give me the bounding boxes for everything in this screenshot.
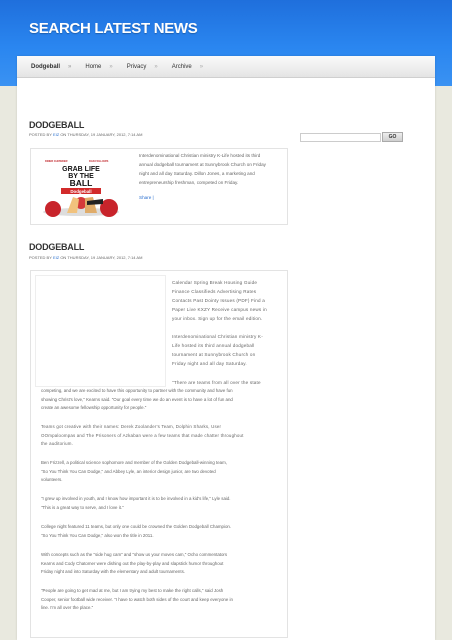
nav-item-label: Archive [171, 63, 192, 70]
nav-item-label: Dodgeball [31, 63, 61, 70]
meta-date: ON THURSDAY, 19 JANUARY, 2012, 7:14 AM [60, 255, 143, 260]
poster-line3: BALL [69, 178, 93, 188]
poster-line2: BY THE [68, 173, 94, 180]
search-go-button[interactable]: GO [382, 132, 403, 142]
para-line: OOmpaloompas and The Prisoners of Azkaban were a few teams that made chatter throughout [41, 432, 244, 438]
nav-separator: » [199, 63, 204, 70]
excerpt-line: night and all day Saturday. Dillon Jones, a marketing and [139, 170, 255, 176]
post-image-placeholder [35, 275, 166, 387]
poster-ball-left [45, 201, 61, 217]
site-title[interactable]: SEARCH LATEST NEWS [29, 20, 198, 37]
para-line: "So You Think You Can Dodge," also won the title in 2011. [41, 532, 154, 538]
side-line: tournament at Sunnybrook Church on [172, 351, 256, 357]
post-meta [29, 255, 142, 260]
article-paragraph [41, 587, 301, 613]
article-paragraph [41, 495, 301, 512]
article-paragraph [41, 459, 301, 485]
post-meta [29, 132, 142, 137]
side-line: Calendar Spring Break Housing Guide [172, 280, 258, 285]
nav-separator: » [154, 63, 158, 70]
post-title[interactable]: DODGEBALL [29, 120, 85, 130]
para-line: volunteers. [41, 477, 63, 483]
excerpt-line: entrepreneurship freshman, competed on Friday. [139, 179, 239, 185]
nav-item-label: Home [85, 63, 102, 70]
article-paragraph [41, 423, 301, 449]
meta-prefix: POSTED BY [29, 255, 52, 260]
meta-prefix: POSTED BY [29, 132, 52, 137]
side-line: your inbox. Sign up for the email edition. [172, 315, 263, 321]
para-line: With concepts such as the "side hug cam" and "show us your moves cam," Ocho commentators [41, 552, 228, 557]
side-text-block-2 [172, 333, 263, 369]
poster-line1: GRAB LIFE [62, 166, 100, 173]
para-line: line. I'm all over the place." [41, 605, 94, 611]
para-line: College night featured 11 teams, but only one could be crowned the Golden Dodgeball Champion. [41, 524, 232, 529]
para-line: "This is a great way to serve, and I love it." [41, 504, 124, 510]
poster-top-left: DINER CHOWDER [45, 160, 68, 163]
nav-separator: » [68, 63, 72, 70]
nav-item-dodgeball[interactable] [31, 64, 71, 70]
para-line: "So You Think You Can Dodge," and Abbey Lyle, an interior design junior, are two devoted [41, 468, 216, 474]
para-line: Ben Frizzell, a political science sophomore and member of the Golden Dodgeball-winning team, [41, 460, 227, 465]
article-paragraph [41, 551, 301, 577]
para-line: create an awesome fellowship opportunity for people." [41, 405, 147, 411]
search-input[interactable] [300, 133, 381, 142]
nav-item-privacy[interactable] [127, 64, 158, 70]
para-line: the auditorium. [41, 441, 74, 447]
nav-separator: » [109, 63, 113, 70]
post-thumbnail[interactable] [41, 157, 121, 218]
side-line: Life hosted its third annual dodgeball [172, 342, 255, 348]
main-nav [17, 56, 435, 78]
post-excerpt-box [30, 148, 288, 225]
para-line: competing, and we are excited to have this opportunity to partner with the community and have fun [41, 388, 233, 393]
side-line: Contacts Past Dointy Issues (PDF) Find a [172, 297, 266, 303]
excerpt-line: annual dodgeball tournament at Sunnybrook Church on Friday [139, 161, 266, 167]
side-text-block-1 [172, 279, 267, 324]
nav-item-home[interactable] [85, 64, 112, 70]
article-paragraph [41, 387, 301, 413]
nav-item-archive[interactable] [172, 64, 203, 70]
post-title[interactable]: DODGEBALL [29, 242, 85, 252]
page-container [17, 56, 435, 640]
dodgeball-poster-image [41, 157, 121, 218]
para-line: showing Christ's love," Kearns said. "Our goal every time we do an event is to have a lot of fun and [41, 396, 233, 402]
side-line: Interdenominational Christian ministry K- [172, 334, 263, 339]
excerpt-line: Interdenominational Christian ministry K-Life hosted its third [139, 153, 261, 158]
author-link[interactable]: EIZ [52, 255, 60, 260]
poster-top-right: DAN FOLLOWS [89, 160, 109, 163]
author-link[interactable]: EIZ [52, 132, 60, 137]
para-line: Friday night and into Saturday with the elementary and adult tournaments. [41, 569, 185, 575]
para-line: Cooper, senior football wide receiver. "I have to watch both sides of the court and keep everyone in [41, 596, 233, 602]
side-line: Friday night and all day Saturday. [172, 360, 247, 366]
side-line: Paper Live KXZY Receive campus news in [172, 306, 267, 312]
share-link[interactable]: Share | [139, 195, 154, 200]
side-line: Finance Classifieds Advertising Rates [172, 288, 257, 294]
nav-item-label: Privacy [126, 63, 147, 70]
meta-date: ON THURSDAY, 19 JANUARY, 2012, 7:14 AM [60, 132, 143, 137]
para-line: Teams got creative with their names: Derek Zoolander's Team, Dolphin Sharks, User [41, 424, 222, 429]
para-line: "I grew up involved in youth, and I know how important it is to be involved in a kid's life," Lyle said. [41, 496, 231, 501]
post-excerpt [139, 152, 266, 188]
side-line: "There are teams from all over the state [172, 380, 261, 385]
para-line: "People are going to get mad at me, but I am trying my best to make the right calls," said Josh [41, 588, 224, 593]
article-paragraph [41, 523, 301, 540]
para-line: Kearns and Cody Chatomer were dishing out the play-by-play and slapstick humor throughout [41, 560, 224, 566]
post-content-box [30, 270, 288, 638]
poster-line4: Dodgeball [70, 188, 92, 194]
